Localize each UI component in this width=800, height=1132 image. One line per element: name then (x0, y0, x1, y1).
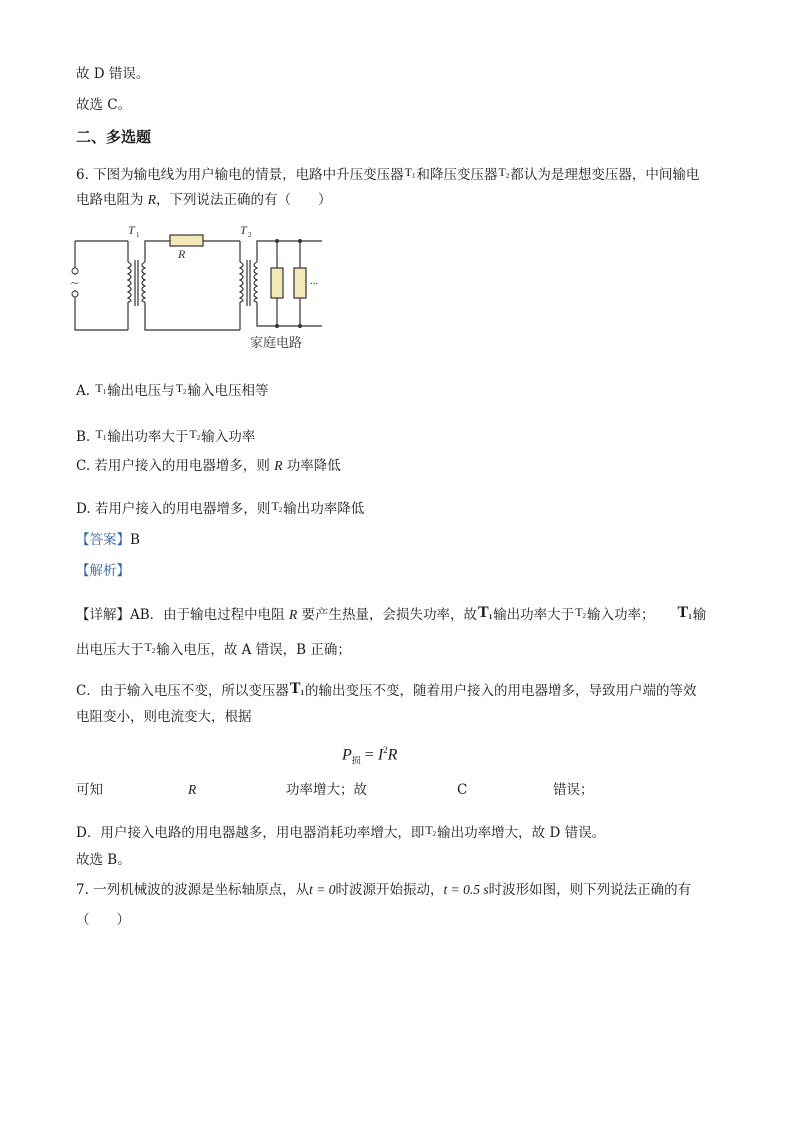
power-loss-formula: $P_损 = I^2R$ (342, 745, 398, 766)
option-b: B. $T_1$输出功率大于$T_2$输入功率 (76, 427, 256, 445)
household-circuit-caption: 家庭电路 (250, 335, 303, 350)
option-d: D. 若用户接入的用电器增多，则$T_2$输出功率降低 (76, 499, 365, 517)
kz-r: R (188, 782, 197, 797)
kz-text: 可知 (76, 782, 103, 798)
option-a: A. $T_1$输出电压与$T_2$输入电压相等 (76, 381, 269, 399)
t1-label: T (128, 223, 135, 237)
option-c: C. 若用户接入的用电器增多，则 R 功率降低 (76, 458, 341, 474)
answer-line: 【答案】B (76, 532, 140, 548)
detail-c-line-1: C．由于输入电压不变，所以变压器$T_1$的输出变压不变，随着用户接入的用电器增多，导致用户端的等效 (76, 680, 697, 699)
kz-c: C (457, 782, 468, 798)
ac-source-symbol: ~ (71, 275, 79, 290)
circuit-diagram (70, 222, 330, 352)
question-7-line-1: 7. 一列机械波的波源是坐标轴原点，从t = 0时波源开始振动，t = 0.5 s时波形如图，则下列说法正确的有 (76, 882, 692, 898)
question-7-line-2: （ ） (76, 912, 130, 928)
answer-tag: 【答案】 (76, 532, 130, 548)
detail-line-1: 【详解】AB．由于输电过程中电阻 R 要产生热量，会损失功率，故$T_1$输出功率大于$T_2$输入功率； $T_1$输 (76, 604, 707, 623)
detail-d-line: D．用户接入电路的用电器越多，用电器消耗功率增大，即$T_2$输出功率增大，故 D 错误。 (76, 823, 606, 841)
text-line: 故 D 错误。 (76, 66, 150, 82)
choose-line: 故选 B。 (76, 852, 131, 868)
svg-text:2: 2 (248, 231, 252, 239)
question-6-line-1 (76, 162, 699, 186)
t2-label: T (240, 223, 247, 237)
t1-symbol: $T_1$ (404, 165, 416, 180)
text: 和降压变压器 (416, 167, 498, 183)
t2-symbol: $T_2$ (498, 165, 510, 180)
resistor-r (170, 235, 203, 246)
text: 6. 下图为输电线为用户输电的情景，电路中升压变压器 (76, 167, 404, 183)
question-6-line-2: 电路电阻为 R，下列说法正确的有（ ） (76, 192, 332, 208)
detail-c-line-2: 电阻变小，则电流变大，根据 (76, 709, 252, 725)
svg-text:1: 1 (136, 231, 140, 239)
analysis-tag: 【解析】 (76, 563, 130, 579)
text-line: 故选 C。 (76, 97, 132, 113)
section-title: 二、多选题 (76, 128, 152, 146)
load-1 (271, 268, 283, 298)
more-loads-dots: ... (310, 275, 319, 287)
kz-text: 功率增大；故 (286, 782, 367, 798)
load-2 (294, 268, 306, 298)
kz-text: 错误； (553, 782, 594, 798)
text: 都认为是理想变压器，中间输电 (510, 167, 700, 183)
detail-line-2: 出电压大于$T_2$输入电压，故 A 错误，B 正确； (76, 640, 351, 658)
r-label: R (178, 247, 186, 261)
